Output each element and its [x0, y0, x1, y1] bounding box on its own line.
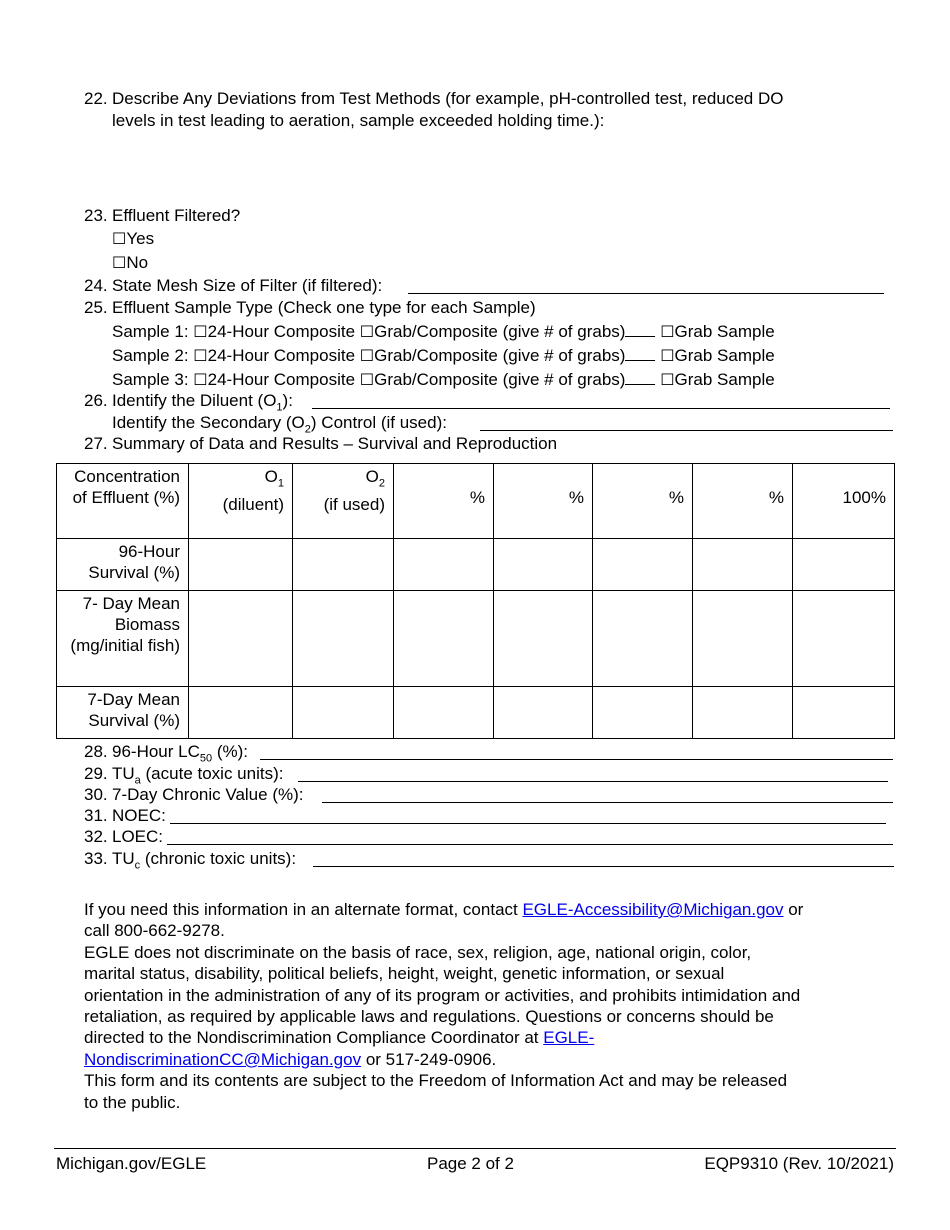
noec-input-line[interactable] [170, 807, 886, 824]
option-label: 24-Hour Composite [207, 370, 356, 389]
grab-count-input[interactable] [625, 320, 655, 337]
grab-count-input[interactable] [625, 368, 655, 385]
accessibility-notice: If you need this information in an alternate format, contact EGLE-Accessibility@Michigan.gov or call 800-662-9278. EGLE does not discriminate on the basis of race, sex, religion, age, national origin, color, marital status, disability, political beliefs, height, weight, genetic information, or sexual orientation in the administration of any of its program or activities, and prohibits intimidation and retaliation, as required by applicable laws and regulations. Questions or concerns should be directed to the Nondiscrimination Compliance Coordinator at EGLE- NondiscriminationCC@Michigan.gov or 517-249-0906. This form and its contents are subject to the Freedom of Information Act and may be released to the public. [84, 900, 804, 1112]
footer-page-number: Page 2 of 2 [427, 1154, 514, 1173]
row-label-7day-biomass: 7- Day Mean Biomass (mg/initial fish) [57, 591, 189, 687]
sample-row-3 [112, 368, 775, 390]
q29-number: 29. [84, 764, 108, 783]
table-row [57, 591, 895, 687]
q31-number: 31. [84, 806, 108, 825]
checkbox-icon[interactable]: ☐ [193, 370, 208, 389]
option-label: Grab/Composite (give # of grabs) [374, 370, 626, 389]
footer-website: Michigan.gov/EGLE [56, 1154, 207, 1173]
accessibility-email-link[interactable]: EGLE-Accessibility@Michigan.gov [522, 900, 784, 919]
option-label: Grab/Composite (give # of grabs) [374, 322, 626, 341]
diluent-input-line[interactable] [312, 392, 890, 409]
table-cell[interactable] [293, 687, 394, 739]
sample-label: Sample 1: [112, 322, 189, 341]
table-cell[interactable] [593, 591, 693, 687]
checkbox-icon[interactable]: ☐ [112, 253, 127, 272]
q33-number: 33. [84, 849, 108, 868]
table-cell[interactable] [189, 591, 293, 687]
secondary-control-input-line[interactable] [480, 414, 893, 431]
header-concentration: Concentration of Effluent (%) [57, 464, 189, 539]
checkbox-icon[interactable]: ☐ [193, 346, 208, 365]
table-cell[interactable] [494, 687, 593, 739]
q26-number: 26. [84, 391, 108, 410]
checkbox-icon[interactable]: ☐ [359, 346, 375, 365]
option-label: Grab Sample [674, 322, 775, 341]
q22-number: 22. [84, 89, 108, 108]
sample-row-1 [112, 320, 775, 342]
checkbox-icon[interactable]: ☐ [359, 370, 375, 389]
option-label: Grab Sample [674, 370, 775, 389]
tua-input-line[interactable] [298, 765, 888, 782]
row-label-7day-survival: 7-Day Mean Survival (%) [57, 687, 189, 739]
table-cell[interactable] [394, 591, 494, 687]
q31-label: NOEC: [112, 806, 166, 825]
table-cell[interactable] [189, 539, 293, 591]
checkbox-icon[interactable]: ☐ [660, 346, 675, 365]
q23-option-no[interactable] [112, 253, 148, 273]
checkbox-icon[interactable]: ☐ [193, 322, 208, 341]
q24-number: 24. [84, 276, 108, 295]
table-header-row [57, 464, 895, 539]
q29-label: $TU_a$ (acute toxic units): [112, 764, 284, 787]
option-label: Grab Sample [674, 346, 775, 365]
q32-label: LOEC: [112, 827, 164, 846]
q28-label: 96-Hour $LC_{50}$ (%): [112, 742, 249, 765]
q27-label: Summary of Data and Results – Survival and Reproduction [112, 434, 558, 453]
table-cell[interactable] [394, 539, 494, 591]
q32-number: 32. [84, 827, 108, 846]
table-cell[interactable] [293, 539, 394, 591]
table-cell[interactable] [693, 687, 793, 739]
q23-label: Effluent Filtered? [112, 206, 241, 225]
footer-form-number: EQP9310 (Rev. 10/2021) [704, 1154, 894, 1173]
q28-number: 28. [84, 742, 108, 761]
option-label: 24-Hour Composite [207, 346, 356, 365]
table-cell[interactable] [394, 687, 494, 739]
q25-label: Effluent Sample Type (Check one type for each Sample) [112, 298, 536, 317]
option-label: No [126, 253, 149, 272]
checkbox-icon[interactable]: ☐ [660, 370, 675, 389]
table-cell[interactable] [593, 539, 693, 591]
q26-diluent-label: Identify the Diluent $(O_1)$: [112, 391, 293, 414]
table-cell[interactable] [189, 687, 293, 739]
checkbox-icon[interactable]: ☐ [660, 322, 675, 341]
table-cell[interactable] [293, 591, 394, 687]
q30-label: 7-Day Chronic Value (%): [112, 785, 304, 804]
table-cell[interactable] [793, 591, 895, 687]
footer-divider [54, 1148, 896, 1149]
q26-secondary-label: Identify the Secondary $(O_2)$ Control (if used): [112, 413, 447, 436]
checkbox-icon[interactable]: ☐ [359, 322, 375, 341]
option-label: Yes [126, 229, 155, 248]
sample-label: Sample 3: [112, 370, 189, 389]
option-label: Grab/Composite (give # of grabs) [374, 346, 626, 365]
q27-number: 27. [84, 434, 108, 453]
table-cell[interactable] [793, 687, 895, 739]
q33-label: $TU_c$ (chronic toxic units): [112, 849, 297, 872]
header-o1: $O_1$ (diluent) [189, 464, 293, 539]
sample-label: Sample 2: [112, 346, 189, 365]
nondiscrimination-email-link-cont[interactable]: NondiscriminationCC@Michigan.gov [84, 1049, 362, 1069]
header-o2: $O_2$ (if used) [293, 464, 394, 539]
checkbox-icon[interactable]: ☐ [112, 229, 127, 248]
table-row [57, 539, 895, 591]
table-cell[interactable] [494, 539, 593, 591]
q24-label: State Mesh Size of Filter (if filtered): [112, 276, 383, 295]
sample-row-2 [112, 344, 775, 366]
lc50-input-line[interactable] [260, 743, 893, 760]
tuc-input-line[interactable] [313, 850, 894, 867]
q23-number: 23. [84, 206, 108, 225]
grab-count-input[interactable] [625, 344, 655, 361]
header-percent-2: % [494, 464, 593, 539]
q22-label-line2: levels in test leading to aeration, sample exceeded holding time.): [112, 111, 605, 130]
table-cell[interactable] [593, 687, 693, 739]
table-cell[interactable] [494, 591, 593, 687]
table-cell[interactable] [793, 539, 895, 591]
q22-label-line1: Describe Any Deviations from Test Methods (for example, pH-controlled test, reduced DO [112, 89, 784, 108]
q23-option-yes[interactable] [112, 229, 154, 249]
option-label: 24-Hour Composite [207, 322, 356, 341]
q24-input-line[interactable] [408, 277, 884, 294]
header-percent-3: % [593, 464, 693, 539]
results-table [56, 463, 895, 739]
nondiscrimination-email-link[interactable]: EGLE- [543, 1028, 595, 1048]
loec-input-line[interactable] [167, 828, 893, 845]
q25-number: 25. [84, 298, 108, 317]
q30-number: 30. [84, 785, 108, 804]
row-label-96hr-survival: 96-Hour Survival (%) [57, 539, 189, 591]
table-cell[interactable] [693, 591, 793, 687]
table-row [57, 687, 895, 739]
header-percent-4: % [693, 464, 793, 539]
table-cell[interactable] [693, 539, 793, 591]
chronic-value-input-line[interactable] [322, 786, 893, 803]
header-100-percent: 100% [793, 464, 895, 539]
header-percent-1: % [394, 464, 494, 539]
